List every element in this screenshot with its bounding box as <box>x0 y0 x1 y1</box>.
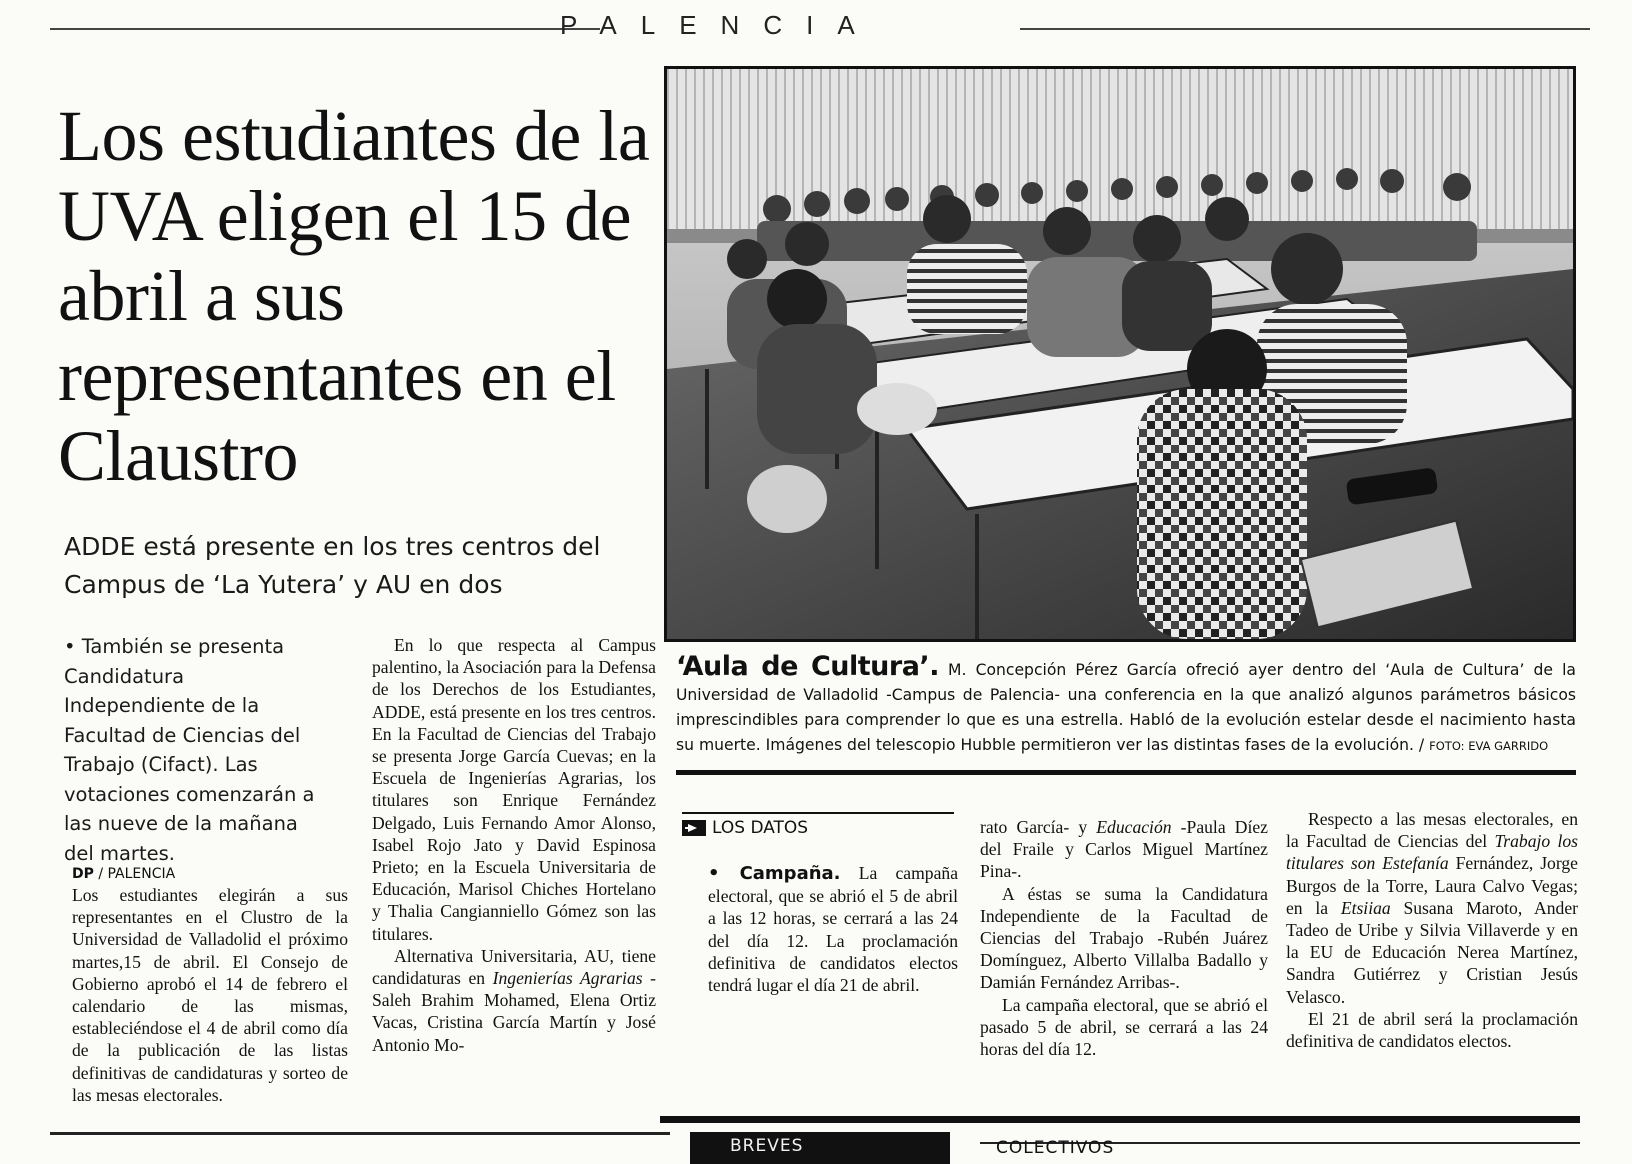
article-column-4 <box>980 816 1268 1060</box>
column-4-paragraph-3: La campaña electoral, que se abrió el pasado 5 de abril, se cerrará a las 24 horas del día 12. <box>980 994 1268 1060</box>
datos-header-label: LOS DATOS <box>712 818 809 838</box>
byline-agency: DP <box>72 866 94 882</box>
column-5-italic-2: Etsiiaa <box>1340 897 1391 918</box>
column-4-text: rato García- y <box>980 817 1097 837</box>
byline-location: / PALENCIA <box>93 866 176 882</box>
column-1-paragraph: Los estudiantes elegirán a sus representantes en el Clustro de la Universidad de Valladolid el próximo martes,15 de abril. El Consejo de Gobierno aprobó el 14 de febrero el calendario de las mismas, estableciéndose el 4 de abril como día de la publicación de las listas definitivas de candidaturas y sorteo de las mesas electorales. <box>72 885 348 1105</box>
column-4-paragraph-2: A éstas se suma la Candidatura Independiente de la Facultad de Ciencias del Trabajo -Rubén Juárez Domínguez, Alberto Villalba Badallo y Damián Fernández Arribas-. <box>980 883 1268 993</box>
caption-text: M. Concepción Pérez García ofreció ayer dentro del ‘Aula de Cultura’ de la Universidad de Valladolid -Campus de Palencia- una conferencia en la que analizó algunos parámetros básicos imprescindibles para comprender lo que es una estrella. Habló de la evolución estelar desde el nacimiento hasta su muerte. Imágenes del telescopio Hubble permitieron ver las distintas fases de la evolución. / <box>676 661 1576 754</box>
article-column-5 <box>1286 808 1578 1052</box>
colectivos-heading: COLECTIVOS <box>996 1138 1115 1158</box>
bottom-rule-left <box>50 1132 670 1135</box>
datos-body: La campaña electoral, que se abrió el 5 de abril a las 12 horas, se cerrará a las 24 del día 12. La proclamación definitiva de candidatos electos tendrá lugar el día 21 de abril. <box>708 863 959 996</box>
column-2-text-end: -Saleh Brahim Mohamed, Elena Ortiz Vacas, Cristina García Martín y José Antonio Mo- <box>372 968 657 1055</box>
column-5-text-b: Fernández, Jorge Burgos de la Torre, Laura Calvo Vegas; en la <box>1286 853 1578 918</box>
caption-rule <box>676 770 1576 775</box>
article-column-1 <box>72 884 348 1106</box>
column-4-paragraph-1 <box>980 816 1268 883</box>
column-2-italic: Ingenierías Agrarias <box>492 968 643 989</box>
column-5-italic-1: Trabajo los titulares son Estefanía <box>1286 831 1578 874</box>
summary-bullet: • También se presenta Candidatura Independiente de la Facultad de Ciencias del Trabajo (Cifact). Las votaciones comenzarán a las nueve de la mañana del martes. <box>64 635 315 865</box>
datos-label: • Campaña. <box>708 863 841 884</box>
column-5-paragraph-2: El 21 de abril será la proclamación definitiva de candidatos electos. <box>1286 1008 1578 1052</box>
caption-credit: FOTO: EVA GARRIDO <box>1429 739 1549 753</box>
column-2-text: Alternativa Universitaria, AU, tiene candidaturas en <box>372 945 656 989</box>
classroom-photo <box>664 66 1576 642</box>
byline <box>72 866 175 882</box>
column-5-paragraph-1 <box>1286 808 1578 1008</box>
section-header: PALENCIA <box>560 10 879 40</box>
column-2-paragraph-2 <box>372 945 656 1056</box>
caption-title: ‘Aula de Cultura’. <box>676 651 939 682</box>
breves-heading: BREVES <box>730 1136 804 1156</box>
breves-bar <box>690 1132 950 1164</box>
article-column-2 <box>372 634 656 1056</box>
datos-rule <box>682 812 954 814</box>
bottom-rule <box>660 1116 1580 1123</box>
column-4-text-end: -Paula Díez del Fraile y Carlos Miguel Martínez Pina-. <box>980 817 1268 882</box>
column-5-text-a: Respecto a las mesas electorales, en la Facultad de Ciencias del <box>1286 809 1578 852</box>
datos-box-header <box>682 818 808 838</box>
subheadline: ADDE está presente en los tres centros del Campus de ‘La Yutera’ y AU en dos <box>64 532 601 599</box>
headline: Los estudiantes de la UVA eligen el 15 de abril a sus representantes en el Claustro <box>58 96 650 496</box>
classroom-photo-image <box>667 69 1573 639</box>
datos-text <box>708 862 958 996</box>
column-2-paragraph-1: En lo que respecta al Campus palentino, la Asociación para la Defensa de los Derechos de los Estudiantes, ADDE, está presente en los tres centros. En la Facultad de Ciencias del Trabajo se presenta Jorge García Cuevas; en la Escuela de Ingenierías Agrarias, los titulares son Enrique Fernández Delgado, Luis Fernando Amor Alonso, Isabel Rojo Jato y David Espinosa Prieto; en la Escuela Universitaria de Educación, Marisol Chiches Hortelano y Thalia Cangianniello Gómez son las titulares. <box>372 635 656 944</box>
photo-caption <box>676 651 1576 759</box>
column-4-italic: Educación <box>1096 817 1172 837</box>
column-5-text-c: Susana Maroto, Ander Tadeo de Uribe y Silvia Villaverde y en la EU de Educación Nerea Martínez, Sandra Gutiérrez y Cristian Jesús Velasco. <box>1286 897 1578 1007</box>
arrow-right-icon <box>682 820 706 836</box>
